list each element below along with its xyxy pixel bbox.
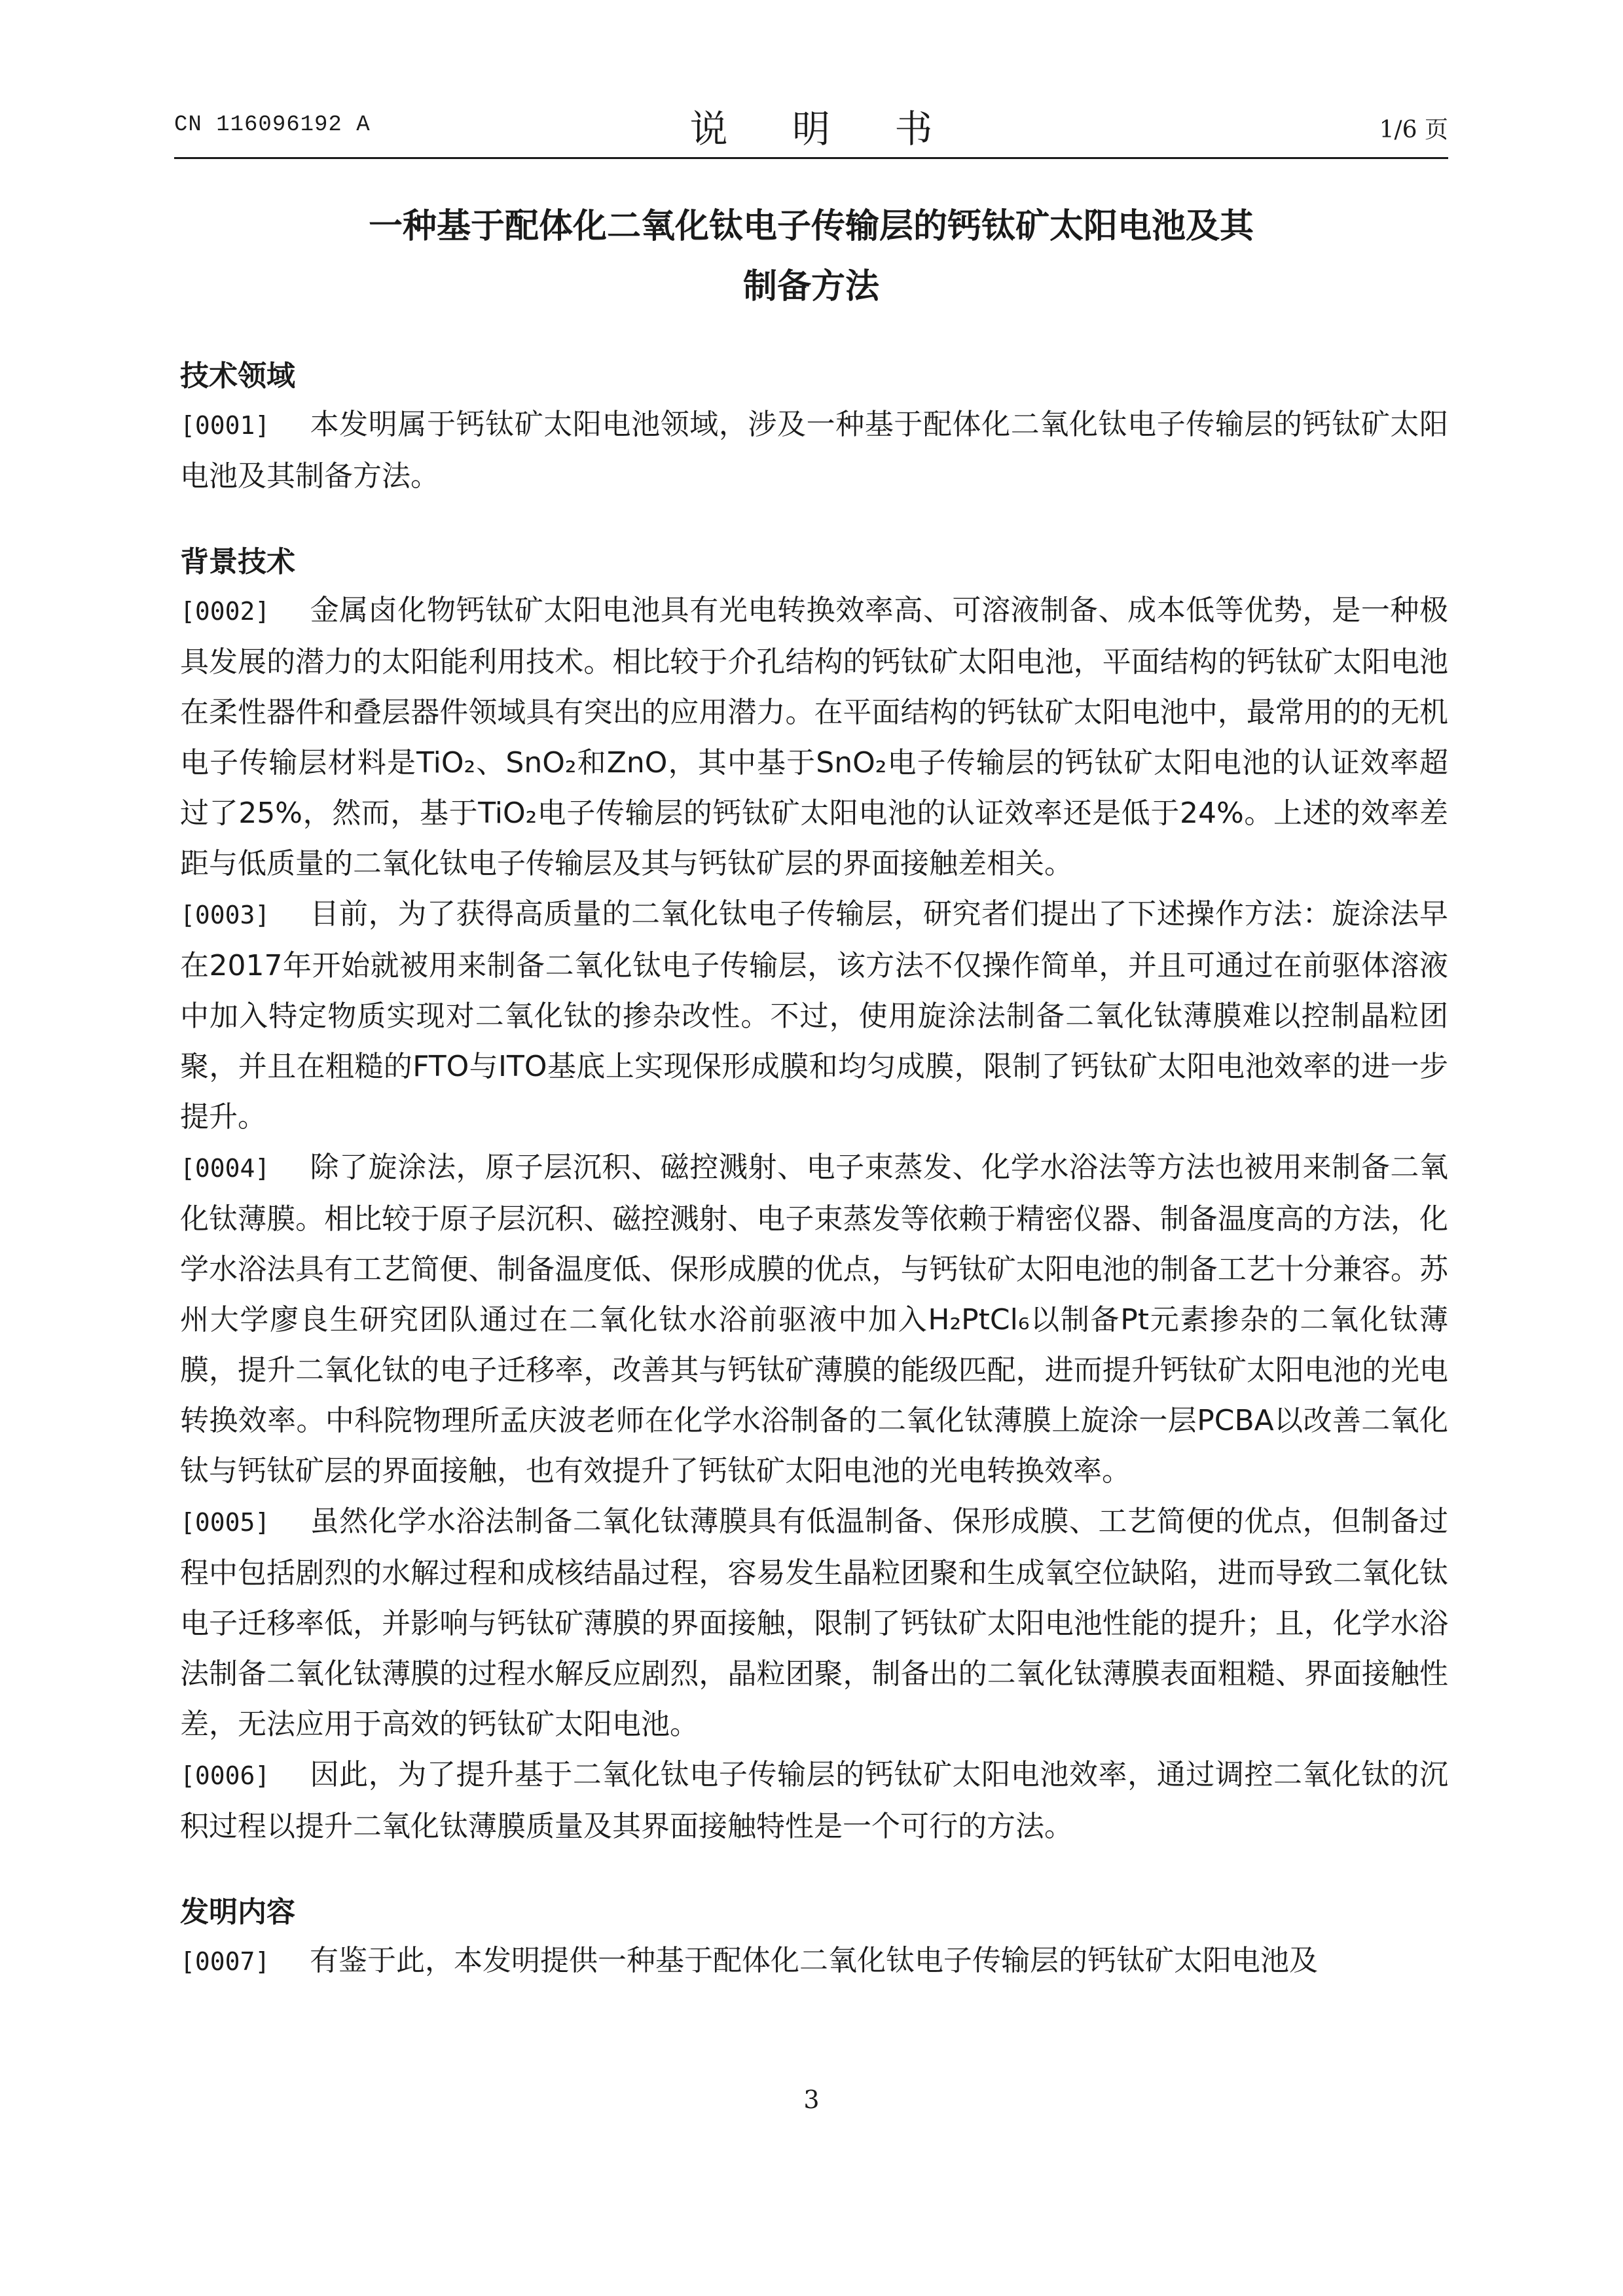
paragraph-text: 目前，为了获得高质量的二氧化钛电子传输层，研究者们提出了下述操作方法：旋涂法早在2017年开始就被用来制备二氧化钛电子传输层，该方法不仅操作简单，并且可通过在前驱体溶液中加入特定物质实现对二氧化钛的掺杂改性。不过，使用旋涂法制备二氧化钛薄膜难以控制晶粒团聚，并且在粗糙的FTO与ITO基底上实现保形成膜和均匀成膜，限制了钙钛矿太阳电池效率的进一步提升。: [180, 897, 1448, 1134]
publication-number: CN 116096192 A: [174, 113, 371, 137]
paragraph-text: 虽然化学水浴法制备二氧化钛薄膜具有低温制备、保形成膜、工艺简便的优点，但制备过程中包括剧烈的水解过程和成核结晶过程，容易发生晶粒团聚和生成氧空位缺陷，进而导致二氧化钛电子迁移率低，并影响与钙钛矿薄膜的界面接触，限制了钙钛矿太阳电池性能的提升；且，化学水浴法制备二氧化钛薄膜的过程水解反应剧烈，晶粒团聚，制备出的二氧化钛薄膜表面粗糙、界面接触性差，无法应用于高效的钙钛矿太阳电池。: [180, 1505, 1448, 1741]
document-body: [180, 353, 1448, 1987]
paragraph-number: [0001]: [180, 411, 270, 440]
paragraph-0005: [180, 1496, 1448, 1749]
paragraph-0001: [180, 399, 1448, 501]
title-line-1: 一种基于配体化二氧化钛电子传输层的钙钛矿太阳电池及其: [368, 207, 1254, 246]
paragraph-text: 有鉴于此，本发明提供一种基于配体化二氧化钛电子传输层的钙钛矿太阳电池及: [310, 1944, 1318, 1977]
section-gap: [180, 1852, 1448, 1890]
document-title: [174, 196, 1448, 317]
header-rule: [174, 157, 1448, 159]
paragraph-0002: [180, 585, 1448, 889]
paragraph-number: [0007]: [180, 1947, 270, 1976]
section-heading-background: 背景技术: [180, 545, 295, 579]
paragraph-text: 除了旋涂法，原子层沉积、磁控溅射、电子束蒸发、化学水浴法等方法也被用来制备二氧化钛薄膜。相比较于原子层沉积、磁控溅射、电子束蒸发等依赖于精密仪器、制备温度高的方法，化学水浴法具有工艺简便、制备温度低、保形成膜的优点，与钙钛矿太阳电池的制备工艺十分兼容。苏州大学廖良生研究团队通过在二氧化钛水浴前驱液中加入H₂PtCl₆以制备Pt元素掺杂的二氧化钛薄膜，提升二氧化钛的电子迁移率，改善其与钙钛矿薄膜的能级匹配，进而提升钙钛矿太阳电池的光电转换效率。中科院物理所孟庆波老师在化学水浴制备的二氧化钛薄膜上旋涂一层PCBA以改善二氧化钛与钙钛矿层的界面接触，也有效提升了钙钛矿太阳电池的光电转换效率。: [180, 1151, 1448, 1488]
paragraph-number: [0003]: [180, 901, 270, 929]
page-header: [174, 98, 1448, 157]
paragraph-number: [0005]: [180, 1508, 270, 1537]
paragraph-0004: [180, 1142, 1448, 1496]
paragraph-number: [0004]: [180, 1154, 270, 1183]
section-heading-summary: 发明内容: [180, 1895, 295, 1929]
paragraph-text: 因此，为了提升基于二氧化钛电子传输层的钙钛矿太阳电池效率，通过调控二氧化钛的沉积过程以提升二氧化钛薄膜质量及其界面接触特性是一个可行的方法。: [180, 1758, 1448, 1843]
paragraph-0007: [180, 1935, 1448, 1987]
paragraph-text: 金属卤化物钙钛矿太阳电池具有光电转换效率高、可溶液制备、成本低等优势，是一种极具发展的潜力的太阳能利用技术。相比较于介孔结构的钙钛矿太阳电池，平面结构的钙钛矿太阳电池在柔性器件和叠层器件领域具有突出的应用潜力。在平面结构的钙钛矿太阳电池中，最常用的的无机电子传输层材料是TiO₂、SnO₂和ZnO，其中基于SnO₂电子传输层的钙钛矿太阳电池的认证效率超过了25%，然而，基于TiO₂电子传输层的钙钛矿太阳电池的认证效率还是低于24%。上述的效率差距与低质量的二氧化钛电子传输层及其与钙钛矿层的界面接触差相关。: [180, 594, 1448, 880]
document-type: 说 明 书: [689, 107, 959, 151]
paragraph-number: [0006]: [180, 1761, 270, 1790]
paragraph-0006: [180, 1749, 1448, 1852]
paragraph-number: [0002]: [180, 597, 270, 626]
title-line-2: 制备方法: [742, 267, 879, 306]
paragraph-text: 本发明属于钙钛矿太阳电池领域，涉及一种基于配体化二氧化钛电子传输层的钙钛矿太阳电池及其制备方法。: [180, 408, 1448, 493]
section-heading-tech-field: 技术领域: [180, 359, 295, 393]
section-gap: [180, 501, 1448, 539]
page-number: 3: [803, 2085, 820, 2114]
paragraph-0003: [180, 889, 1448, 1142]
page-info: 1/6 页: [1379, 117, 1448, 143]
